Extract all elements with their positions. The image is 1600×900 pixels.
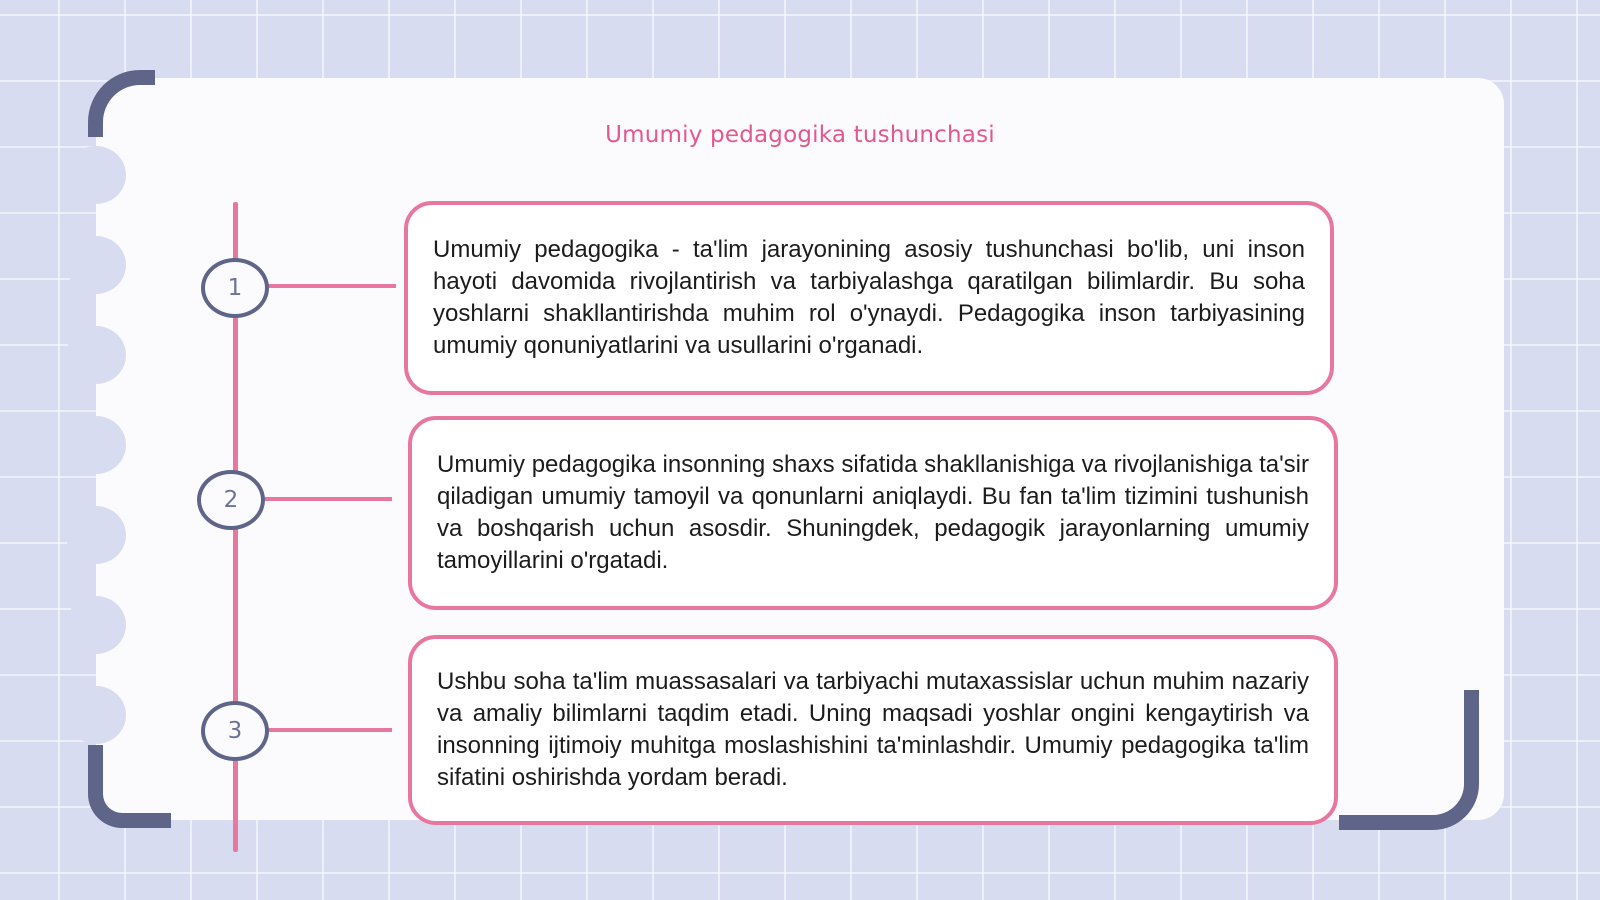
page-edge-scallop [66,506,126,564]
page-edge-scallop [66,236,126,294]
page-edge-scallop [66,416,126,474]
slide-title: Umumiy pedagogika tushunchasi [605,122,995,148]
page-edge-scallop [66,146,126,204]
frame-corner-bottom-left [88,745,171,828]
frame-corner-bottom-right [1339,690,1479,830]
step-text: Umumiy pedagogika insonning shaxs sifatida shakllanishiga va rivojlanishiga ta'sir qiladigan umumiy tamoyil va qonunlarni aniqlaydi. Bu fan ta'lim tizimini tushunish va boshqarish uchun asosdir. Shuningdek, pedagogik jarayonlarning umumiy tamoyillarini o'rgatadi. [437,451,1309,574]
page-edge-scallop [66,686,126,744]
step-text: Ushbu soha ta'lim muassasalari va tarbiyachi mutaxassislar uchun muhim nazariy va amaliy bilimlarni taqdim etadi. Uning maqsadi yoshlar ongini kengaytirish va insonning ijtimoiy muhitga moslashishini ta'minlashdir. Umumiy pedagogika ta'lim sifatini oshirishda yordam beradi. [437,668,1309,791]
step-content-box [404,201,1334,395]
step-content-box [408,416,1338,610]
page-edge-scallop [66,326,126,384]
timeline-connector [266,728,392,732]
page-edge-scallop [66,596,126,654]
step-marker: 2 [197,470,265,530]
step-marker: 1 [201,258,269,318]
timeline-connector [266,284,396,288]
step-marker: 3 [201,701,269,761]
step-text: Umumiy pedagogika - ta'lim jarayonining asosiy tushunchasi bo'lib, uni inson hayoti davomida rivojlantirish va tarbiyalashga qaratilgan bilimlardir. Bu soha yoshlarni shakllantirishda muhim rol o'ynaydi. Pedagogika inson tarbiyasining umumiy qonuniyatlarini va usullarini o'rganadi. [433,236,1305,359]
step-content-box [408,635,1338,825]
timeline-connector [262,497,392,501]
